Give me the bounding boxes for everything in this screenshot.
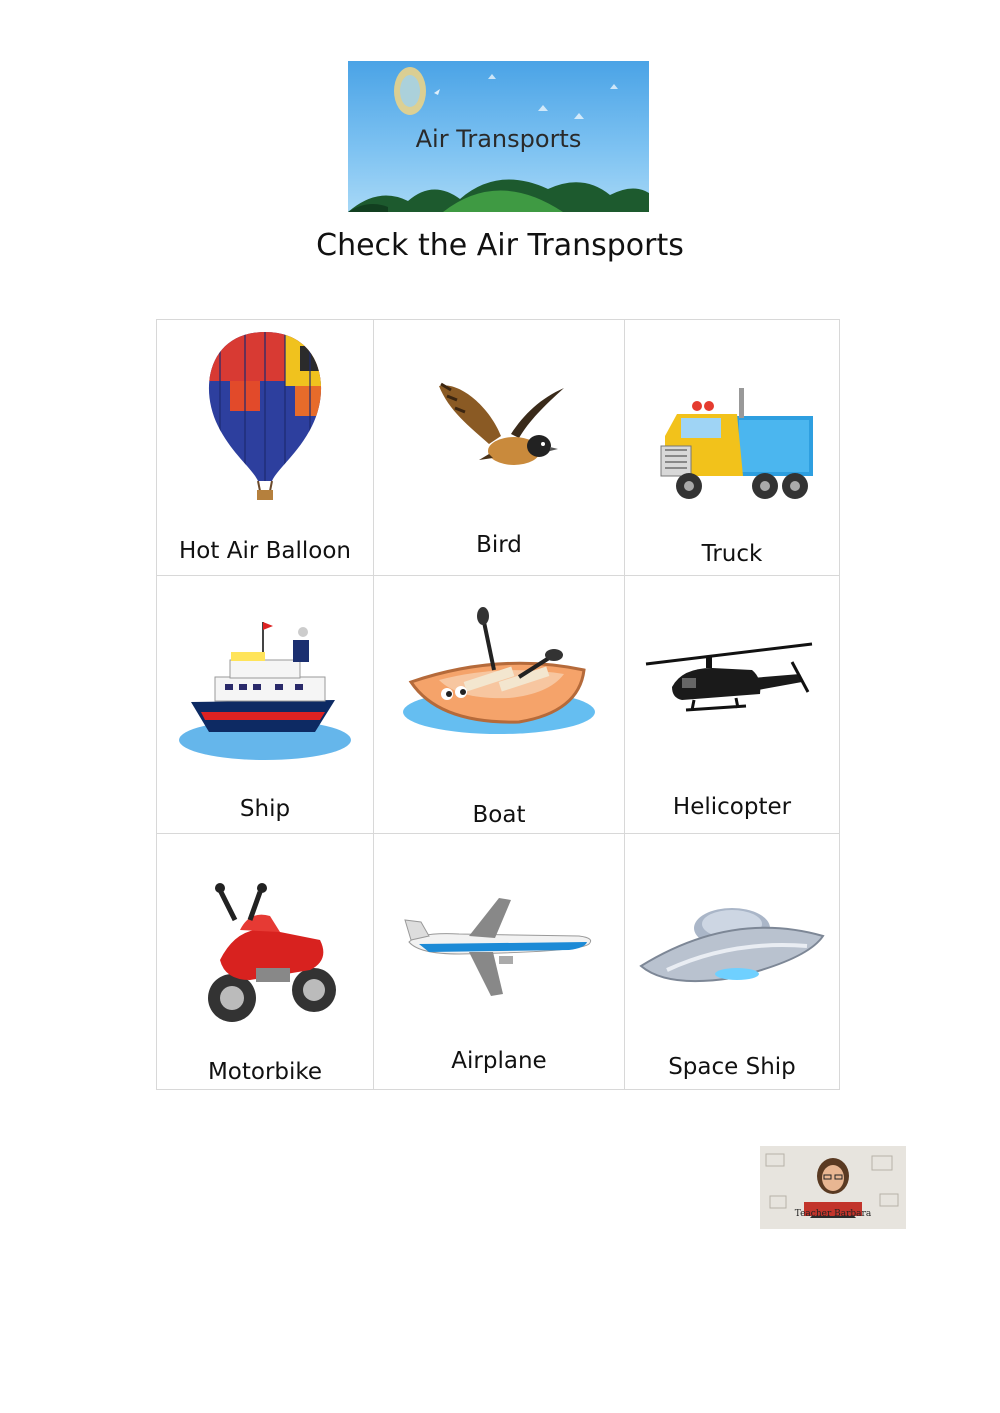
card-label: Airplane (451, 1048, 547, 1074)
banner-title: Air Transports (415, 125, 582, 153)
card-label: Truck (701, 541, 763, 567)
transport-grid (156, 319, 840, 1090)
card-truck[interactable] (625, 320, 840, 576)
teacher-badge (760, 1146, 906, 1229)
airplane-icon (399, 840, 599, 1030)
card-hot-air-balloon[interactable] (157, 320, 374, 576)
card-airplane[interactable] (374, 834, 625, 1090)
card-label: Motorbike (207, 1059, 323, 1085)
hot-air-balloon-icon (190, 326, 340, 506)
card-label: Helicopter (672, 794, 792, 820)
bird-icon (419, 326, 579, 506)
space-ship-icon (637, 840, 827, 1030)
title-banner (348, 61, 649, 212)
card-motorbike[interactable] (157, 834, 374, 1090)
helicopter-icon (642, 582, 822, 772)
ship-icon (175, 582, 355, 772)
card-label: Space Ship (668, 1054, 796, 1080)
card-label: Ship (239, 796, 291, 822)
card-label: Boat (472, 802, 526, 828)
card-label: Bird (476, 532, 522, 558)
card-label: Hot Air Balloon (179, 538, 351, 564)
card-space-ship[interactable] (625, 834, 840, 1090)
badge-caption: Teacher Barbara (794, 1209, 872, 1219)
card-helicopter[interactable] (625, 576, 840, 834)
motorbike-icon (180, 840, 350, 1030)
card-boat[interactable] (374, 576, 625, 834)
card-bird[interactable] (374, 320, 625, 576)
truck-icon (647, 326, 817, 516)
page-heading: Check the Air Transports (316, 228, 684, 263)
card-ship[interactable] (157, 576, 374, 834)
boat-icon (399, 582, 599, 772)
